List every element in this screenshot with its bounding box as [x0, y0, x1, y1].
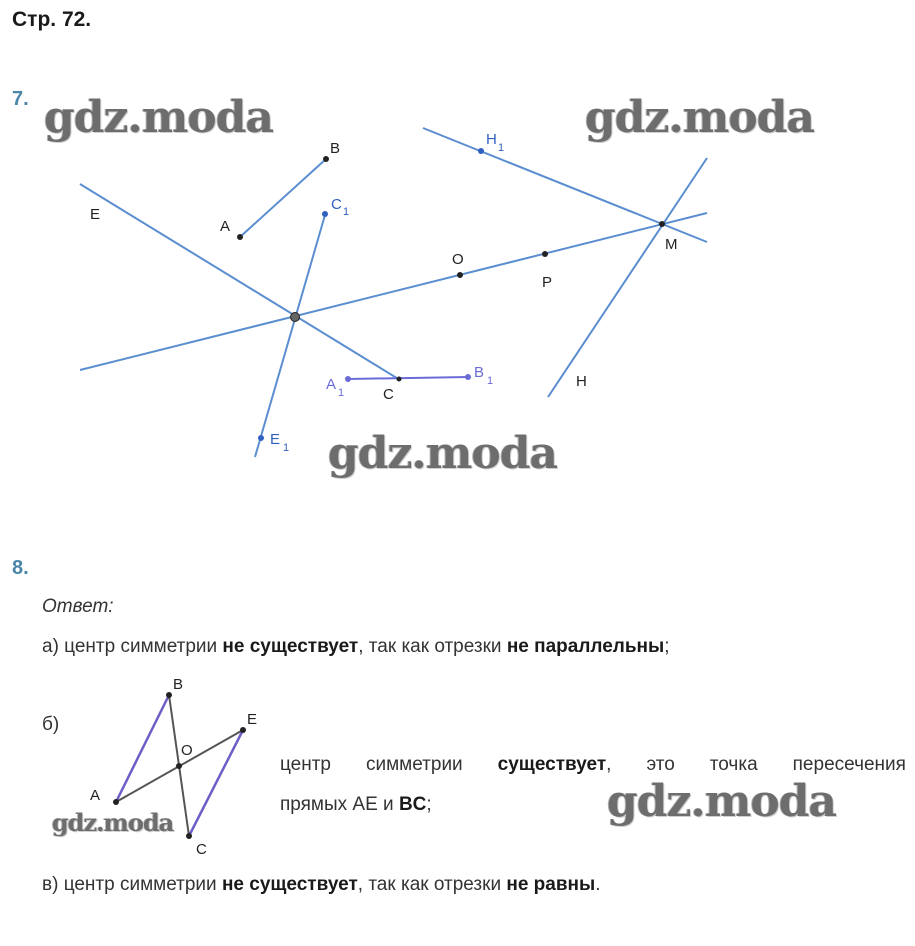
- line-mh: [548, 158, 707, 397]
- label-e1-sub: 1: [283, 442, 290, 454]
- label-o: O: [452, 251, 464, 268]
- label-a: A: [220, 218, 231, 235]
- watermark-logo-small: gdz.moda: [52, 808, 174, 837]
- line-c1e1: [255, 215, 325, 457]
- answer-label: Ответ:: [42, 596, 114, 617]
- line-through-center: [80, 213, 707, 370]
- answer-a: а) центр симметрии не существует, так как отрезки не параллельны;: [42, 636, 670, 657]
- point-o: [457, 272, 463, 278]
- label-c: C: [383, 386, 394, 403]
- center-point: [291, 313, 300, 322]
- point-c1: [322, 211, 328, 217]
- label-e1: E: [270, 431, 281, 448]
- point-c: [397, 377, 402, 382]
- label-m: M: [665, 236, 678, 253]
- label-b: B: [330, 140, 341, 157]
- label-b1: B: [474, 364, 485, 381]
- label-h1-sub: 1: [498, 142, 505, 154]
- label-h: H: [576, 373, 587, 390]
- label-e: E: [90, 206, 101, 223]
- label-e-8: E: [247, 711, 258, 728]
- point-a: [237, 234, 243, 240]
- label-p: P: [542, 274, 553, 291]
- label-c1-sub: 1: [343, 206, 350, 218]
- answer-b-line1: центр симметрии существует, это точка пересечения: [280, 754, 906, 775]
- point-b1: [465, 374, 471, 380]
- label-o-8: O: [181, 742, 193, 759]
- point-m: [659, 221, 665, 227]
- watermark-logo: gdz.moda: [328, 428, 558, 479]
- page-title: Стр. 72.: [12, 8, 92, 31]
- label-a1-sub: 1: [338, 387, 345, 399]
- task-8b-diagram: [0, 660, 300, 870]
- watermark-logo: gdz.moda: [607, 776, 837, 827]
- label-b1-sub: 1: [487, 375, 494, 387]
- task-7-number: 7.: [12, 88, 29, 110]
- answer-c: в) центр симметрии не существует, так как отрезки не равны.: [42, 874, 601, 895]
- point-e1: [258, 435, 264, 441]
- label-a-8: A: [90, 787, 101, 804]
- segment-a1b1: [348, 377, 468, 379]
- point-p: [542, 251, 548, 257]
- label-h1: H: [486, 131, 497, 148]
- answer-b-line2: прямых AE и BC;: [280, 794, 432, 815]
- segment-ab: [240, 159, 326, 237]
- label-c1: C: [331, 196, 342, 213]
- point-a-8: [113, 799, 119, 805]
- point-b-8: [166, 692, 172, 698]
- label-a1: A: [326, 376, 337, 393]
- point-h1: [478, 148, 484, 154]
- point-c-8: [186, 833, 192, 839]
- watermark-logo: gdz.moda: [44, 92, 274, 143]
- point-o-8: [176, 763, 182, 769]
- point-e-8: [240, 727, 246, 733]
- label-c-8: C: [196, 841, 207, 858]
- task-8-number: 8.: [12, 557, 29, 579]
- answer-b-prefix: б): [42, 714, 60, 735]
- point-a1: [345, 376, 351, 382]
- point-b: [323, 156, 329, 162]
- label-b-8: B: [173, 676, 184, 693]
- line-ec: [80, 184, 400, 380]
- watermark-logo: gdz.moda: [585, 92, 815, 143]
